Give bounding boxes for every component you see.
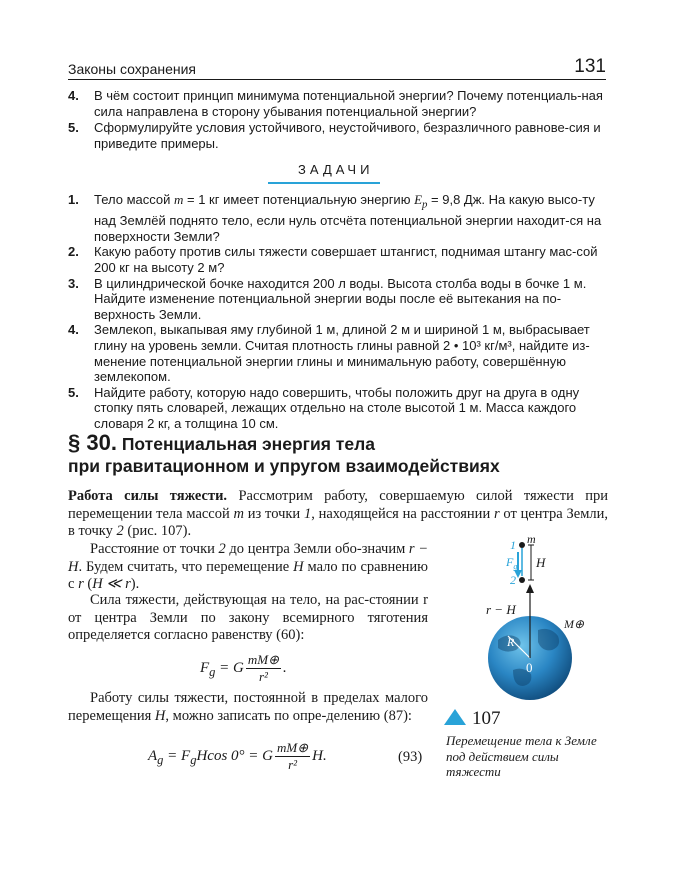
task-number: 1. <box>68 192 79 207</box>
equation-number: (93) <box>398 749 423 765</box>
task-item <box>68 322 608 384</box>
question-item <box>68 88 608 119</box>
chapter-title: Законы сохранения <box>68 61 197 77</box>
question-list <box>68 88 608 152</box>
question-number: 5. <box>68 120 79 135</box>
task-number: 3. <box>68 275 79 291</box>
question-text: В чём состоит принцип минимума потенциальной энергии? Почему потенциаль-ная сила направлена в сторону убывания потенциальной энергии? <box>94 88 603 119</box>
section-number: § 30. <box>68 430 117 455</box>
figure-earth-gravity <box>458 530 608 710</box>
task-number: 5. <box>68 384 79 400</box>
figure-caption: Перемещение тела к Земле под действием силы тяжести <box>446 733 597 779</box>
section-title <box>68 432 608 477</box>
figure-marker-icon <box>444 709 466 725</box>
task-text: Землекоп, выкапывая яму глубиной 1 м, длиной 2 м и шириной 1 м, выбрасывает глину на уровень земли. Считая плотность глины равной 2 • 10³ кг/м³, найдите из-менение потенциальной энергии глины и минимальную работу, совершённую землекопом. <box>94 322 590 385</box>
task-text: Какую работу против силы тяжести совершает штангист, поднимая штангу мас-сой 200 кг на высоту 2 м? <box>94 244 598 275</box>
label-M-earth: M⊕ <box>564 617 585 631</box>
formula-gravity-force: $F_g = G$ $\frac{mM\oplus}{\text{r²}}$ . <box>200 652 287 684</box>
distance-arrow <box>526 584 534 593</box>
page-number: 131 <box>574 56 606 77</box>
paragraph: Работа силы тяжести. Рассмотрим работу, совершаемую силой тяжести при перемещении тела массой m из точки 1, находящейся на расстоянии r от центра Земли, в точку 2 (рис. 107). <box>68 488 609 539</box>
running-header <box>68 58 606 78</box>
section-title-line1: Потенциальная энергия тела <box>121 434 375 454</box>
label-1: 1 <box>510 538 516 552</box>
fraction: $\frac{mM\oplus}{\text{r²}}$ <box>277 740 309 772</box>
fraction: $\frac{mM\oplus}{\text{r²}}$ <box>247 652 280 684</box>
paragraph: Расстояние от точки 2 до центра Земли обо-значим r − H. Будем считать, что перемещение H мало по сравнению с r (H ≪ r). <box>68 541 428 592</box>
label-2: 2 <box>510 573 516 587</box>
task-number: 2. <box>68 244 79 260</box>
label-H: H <box>536 555 546 570</box>
question-text: Сформулируйте условия устойчивого, неустойчивого, безразличного равнове-сия и приведите примеры. <box>94 120 601 151</box>
label-m: m <box>527 532 536 546</box>
task-item <box>68 385 608 432</box>
figure-number: 107 <box>444 708 501 730</box>
task-text: В цилиндрической бочке находится 200 л воды. Высота столба воды в бочке 1 м. Найдите изменение потенциальной энергии воды после её вытекания на по-верхность Земли. <box>94 275 587 322</box>
question-number: 4. <box>68 88 79 103</box>
question-item <box>68 120 608 151</box>
label-R: R <box>507 635 515 649</box>
tasks-heading: ЗАДАЧИ <box>298 162 374 177</box>
label-r-minus-H: r − H <box>486 602 516 617</box>
task-number: 4. <box>68 322 79 338</box>
task-item <box>68 276 608 323</box>
header-rule <box>68 79 606 80</box>
task-item: 1. Тело массой m = 1 кг имеет потенциальную энергию $E_p = 9,8$ Дж. На какую высо-ту над Землёй поднято тело, если нуль отсчёта потенциальной энергии находит-ся на поверхности Земли? <box>68 192 602 244</box>
label-F: $F_g$ <box>506 555 518 571</box>
section-title-line2: при гравитационном и упругом взаимодействиях <box>68 456 500 476</box>
task-text: Найдите работу, которую надо совершить, чтобы положить друг на друга в одну стопку пять словарей, лежащих отдельно на столе высотой 1 м. Масса каждого словаря 2 кг, а толщина 10 см. <box>94 384 580 431</box>
point-1 <box>519 542 525 548</box>
point-2 <box>519 577 525 583</box>
tasks-heading-rule <box>268 182 380 184</box>
paragraph: Сила тяжести, действующая на тело, на рас-стоянии r от центра Земли по закону всемирного тяготения определяется согласно равенству (60): <box>68 592 428 643</box>
paragraph: Работу силы тяжести, постоянной в пределах малого перемещения H, можно записать по опре-делению (87): <box>68 690 428 724</box>
task-item <box>68 244 608 275</box>
label-0: 0 <box>526 660 533 675</box>
task-list <box>68 192 608 432</box>
formula-work-gravity: $A_g = F_gHcos$ 0° = G $\frac{mM\oplus}{\text{r²}}$ H. <box>148 740 327 772</box>
